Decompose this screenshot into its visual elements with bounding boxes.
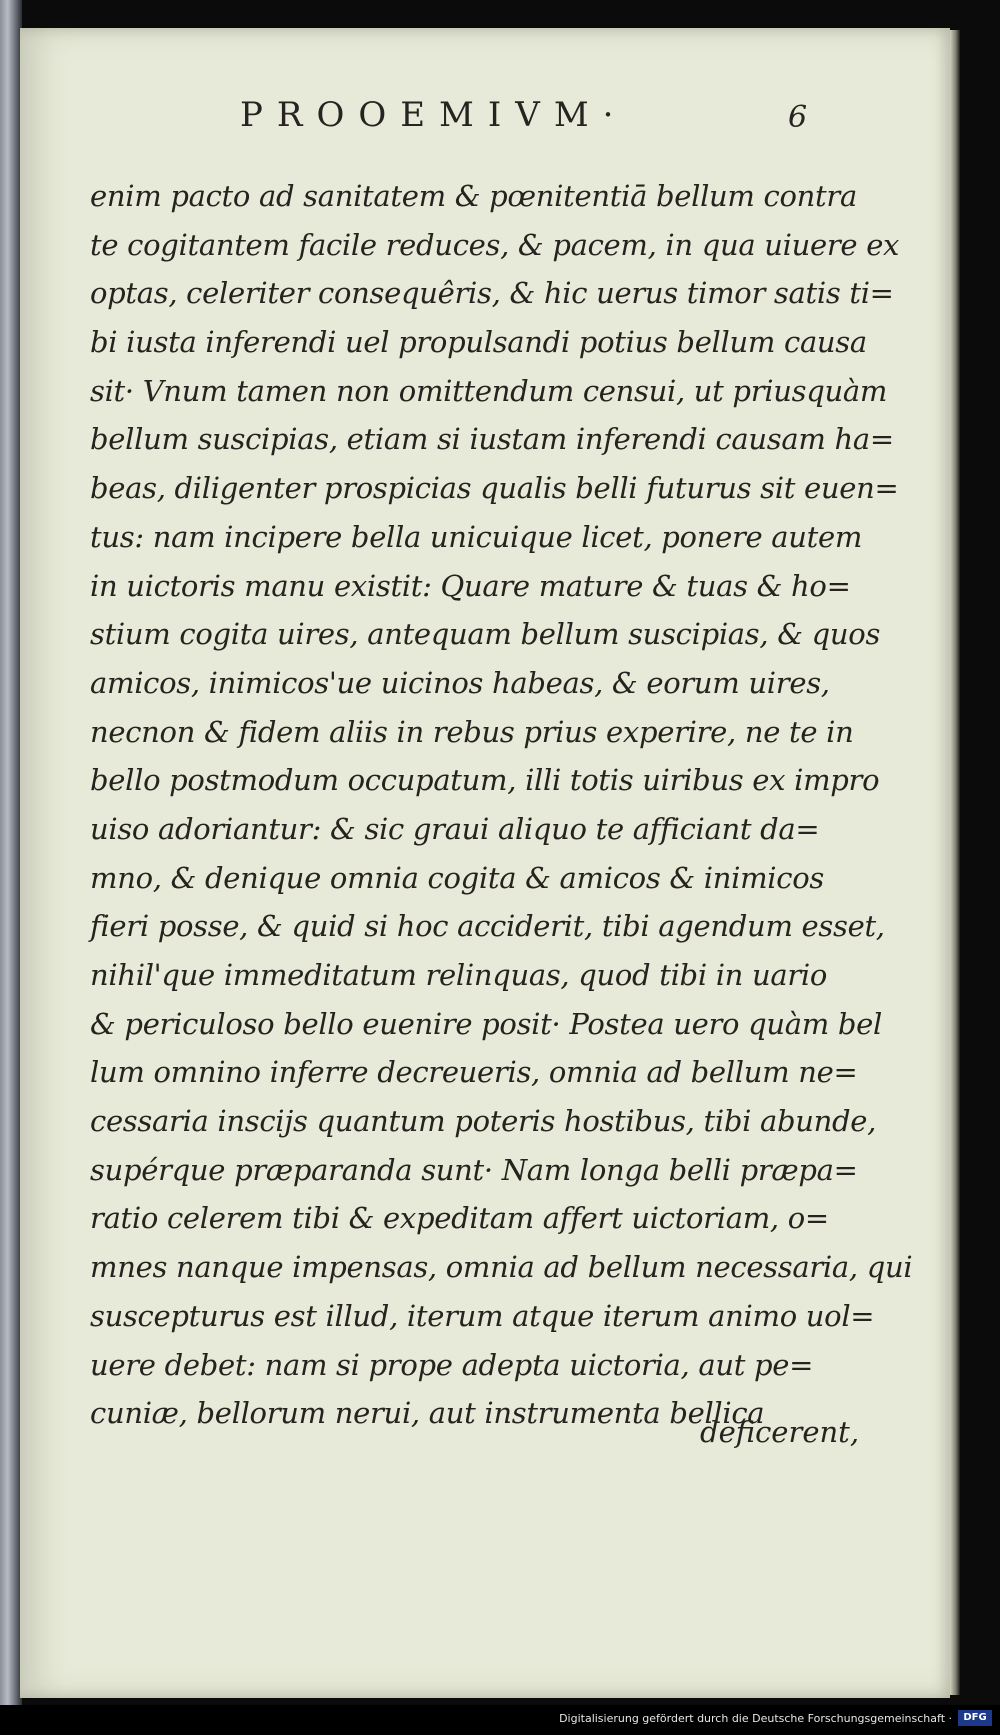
text-line: in uictoris manu existit: Quare mature & tuas & ho= xyxy=(90,568,851,603)
text-line: bello postmodum occupatum, illi totis uiribus ex impro xyxy=(90,763,880,798)
text-line: nihil'que immeditatum relinquas, quod tibi in uario xyxy=(90,958,828,992)
text-line: mnes nanque impensas, omnia ad bellum necessaria, qui xyxy=(90,1250,913,1285)
body-text xyxy=(90,172,913,1438)
catchword: deficerent, xyxy=(700,1415,860,1449)
text-line: optas, celeriter consequêris, & hic uerus timor satis ti= xyxy=(90,276,894,311)
dfg-logo-icon: DFG xyxy=(958,1710,992,1726)
running-header: PROOEMIVM· xyxy=(240,95,628,135)
text-line: enim pacto ad sanitatem & pœnitentiā bellum contra xyxy=(90,179,857,213)
text-line: beas, diligenter prospicias qualis belli futurus sit euen= xyxy=(90,471,899,506)
book-binding-edge xyxy=(0,0,22,1735)
text-line: stium cogita uires, antequam bellum suscipias, & quos xyxy=(90,617,881,652)
text-line: te cogitantem facile reduces, & pacem, in qua uiuere ex xyxy=(90,227,900,262)
text-line: bi iusta inferendi uel propulsandi potius bellum causa xyxy=(90,325,867,360)
text-line: necnon & fidem aliis in rebus prius experire, ne te in xyxy=(90,714,854,749)
page-number: 6 xyxy=(788,100,808,135)
text-line: bellum suscipias, etiam si iustam inferendi causam ha= xyxy=(90,422,894,457)
text-line: mno, & denique omnia cogita & amicos & inimicos xyxy=(90,860,824,895)
text-line: ratio celerem tibi & expeditam affert uictoriam, o= xyxy=(90,1201,829,1236)
text-line: uiso adoriantur: & sic graui aliquo te afficiant da= xyxy=(90,811,820,846)
text-line: sit· Vnum tamen non omittendum censui, ut priusquàm xyxy=(90,373,888,408)
text-line: lum omnino inferre decreueris, omnia ad bellum ne= xyxy=(90,1055,858,1090)
text-line: fieri posse, & quid si hoc acciderit, tibi agendum esset, xyxy=(90,909,885,944)
text-line: cessaria inscijs quantum poteris hostibus, tibi abunde, xyxy=(90,1104,877,1139)
text-line: cuniæ, bellorum nerui, aut instrumenta bellica xyxy=(90,1396,765,1431)
text-line: suscepturus est illud, iterum atque iterum animo uol= xyxy=(90,1298,875,1333)
text-line: amicos, inimicos'ue uicinos habeas, & eorum uires, xyxy=(90,665,830,700)
page-edge-shadow xyxy=(950,30,960,1695)
text-line: uere debet: nam si prope adepta uictoria, aut pe= xyxy=(90,1347,814,1382)
text-line: & periculoso bello euenire posit· Postea uero quàm bel xyxy=(90,1006,882,1041)
text-line: tus: nam incipere bella unicuique licet, ponere autem xyxy=(90,519,863,554)
digitization-credit: Digitalisierung gefördert durch die Deutsche Forschungsgemeinschaft · xyxy=(559,1712,952,1725)
text-line: supérque præparanda sunt· Nam longa belli præpa= xyxy=(90,1152,858,1187)
